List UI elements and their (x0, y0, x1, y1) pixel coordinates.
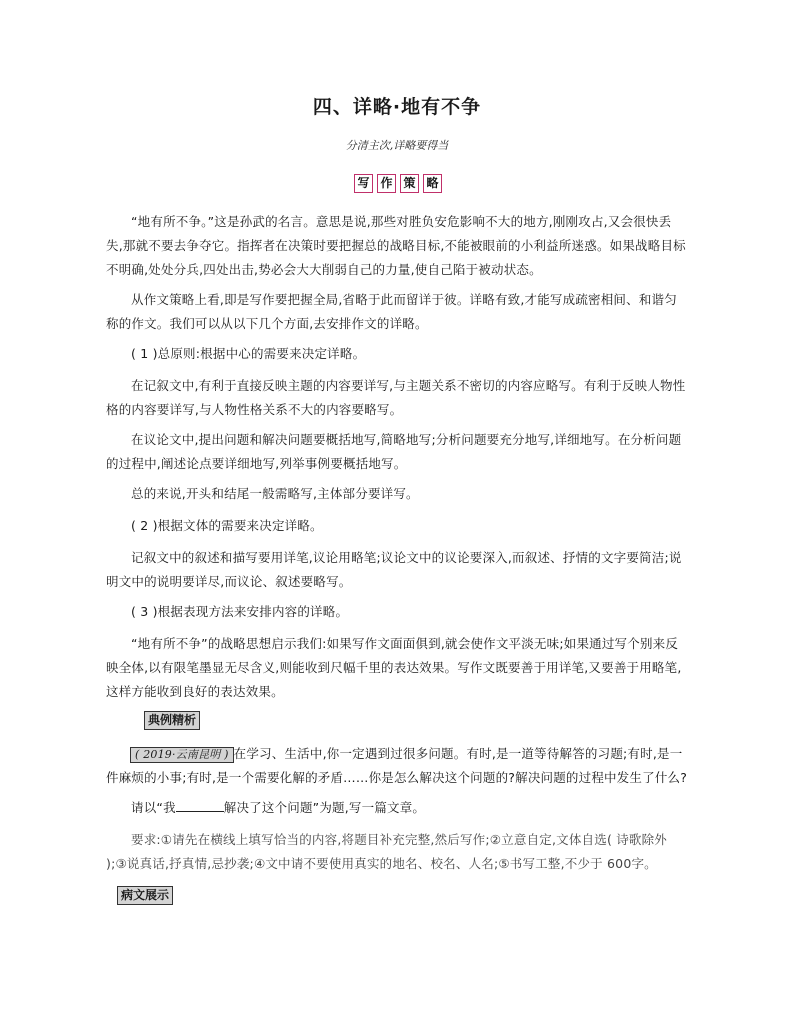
strategy-heading (354, 174, 442, 193)
principle-1: ( 1 )总原则:根据中心的需要来决定详略。 (131, 346, 366, 361)
strategy-char: 略 (423, 174, 442, 193)
strategy-char: 作 (377, 174, 396, 193)
title-instruction-after: 解决了这个问题”为题,写一篇文章。 (223, 800, 426, 815)
requirements: 要求:①请先在横线上填写恰当的内容,将题目补充完整,然后写作;②立意自定,文体自选( 诗歌除外 );③说真话,抒真情,忌抄袭;④文中请不要使用真实的地名、校名、人名;⑤书写工整,不少于 600字。 (106, 832, 668, 871)
paragraph-intro: “地有所不争。”这是孙武的名言。意思是说,那些对胜负安危影响不大的地方,刚刚攻占,又会很快丢失,那就不要去争夺它。指挥者在决策时要把握总的战略目标,不能被眼前的小利益所迷惑。如果战略目标不明确,处处分兵,四处出击,势必会大大削弱自己的力量,使自己陷于被动状态。 (106, 214, 686, 277)
strategy-char: 策 (400, 174, 419, 193)
paragraph-conclusion: “地有所不争”的战略思想启示我们:如果写作文面面俱到,就会使作文平淡无味;如果通过写个别来反映全体,以有限笔墨显无尽含义,则能收到尺幅千里的表达效果。写作文既要善于用详笔,又要善于用略笔,这样方能收到良好的表达效果。 (106, 636, 682, 699)
prompt-text: 在学习、生活中,你一定遇到过很多问题。有时,是一道等待解答的习题;有时,是一件麻烦的小事;有时,是一个需要化解的矛盾……你是怎么解决这个问题的?解决问题的过程中发生了什么? (106, 746, 688, 785)
source-badge: ( 2019·云南昆明 ) (130, 747, 234, 763)
paragraph-argument: 在议论文中,提出问题和解决问题要概括地写,简略地写;分析问题要充分地写,详细地写。在分析问题的过程中,阐述论点要详细地写,列举事例要概括地写。 (106, 432, 682, 471)
example-tag: 典例精析 (144, 711, 200, 730)
title-instruction (106, 796, 688, 820)
page-title: 四、详略·地有不争 (312, 96, 482, 118)
page-subtitle: 分清主次,详略要得当 (345, 139, 449, 152)
strategy-char: 写 (354, 174, 373, 193)
example-prompt (106, 742, 688, 790)
principle-3: ( 3 )根据表现方法来安排内容的详略。 (131, 604, 349, 619)
paragraph-genre: 记叙文中的叙述和描写要用详笔,议论用略笔;议论文中的议论要深入,而叙述、抒情的文字要简洁;说明文中的说明要详尽,而议论、叙述要略写。 (106, 550, 682, 589)
principle-2: ( 2 )根据文体的需要来决定详略。 (131, 518, 323, 533)
paragraph-summary: 总的来说,开头和结尾一般需略写,主体部分要详写。 (131, 486, 419, 501)
title-blank (176, 799, 224, 812)
paragraph-strategy: 从作文策略上看,即是写作要把握全局,省略于此而留详于彼。详略有致,才能写成疏密相间、和谐匀称的作文。我们可以从以下几个方面,去安排作文的详略。 (106, 292, 677, 331)
paragraph-narrative: 在记叙文中,有利于直接反映主题的内容要详写,与主题关系不密切的内容应略写。有利于反映人物性格的内容要详写,与人物性格关系不大的内容要略写。 (106, 378, 686, 417)
title-instruction-before: 请以“我 (131, 800, 176, 815)
sample-tag: 病文展示 (117, 886, 173, 905)
